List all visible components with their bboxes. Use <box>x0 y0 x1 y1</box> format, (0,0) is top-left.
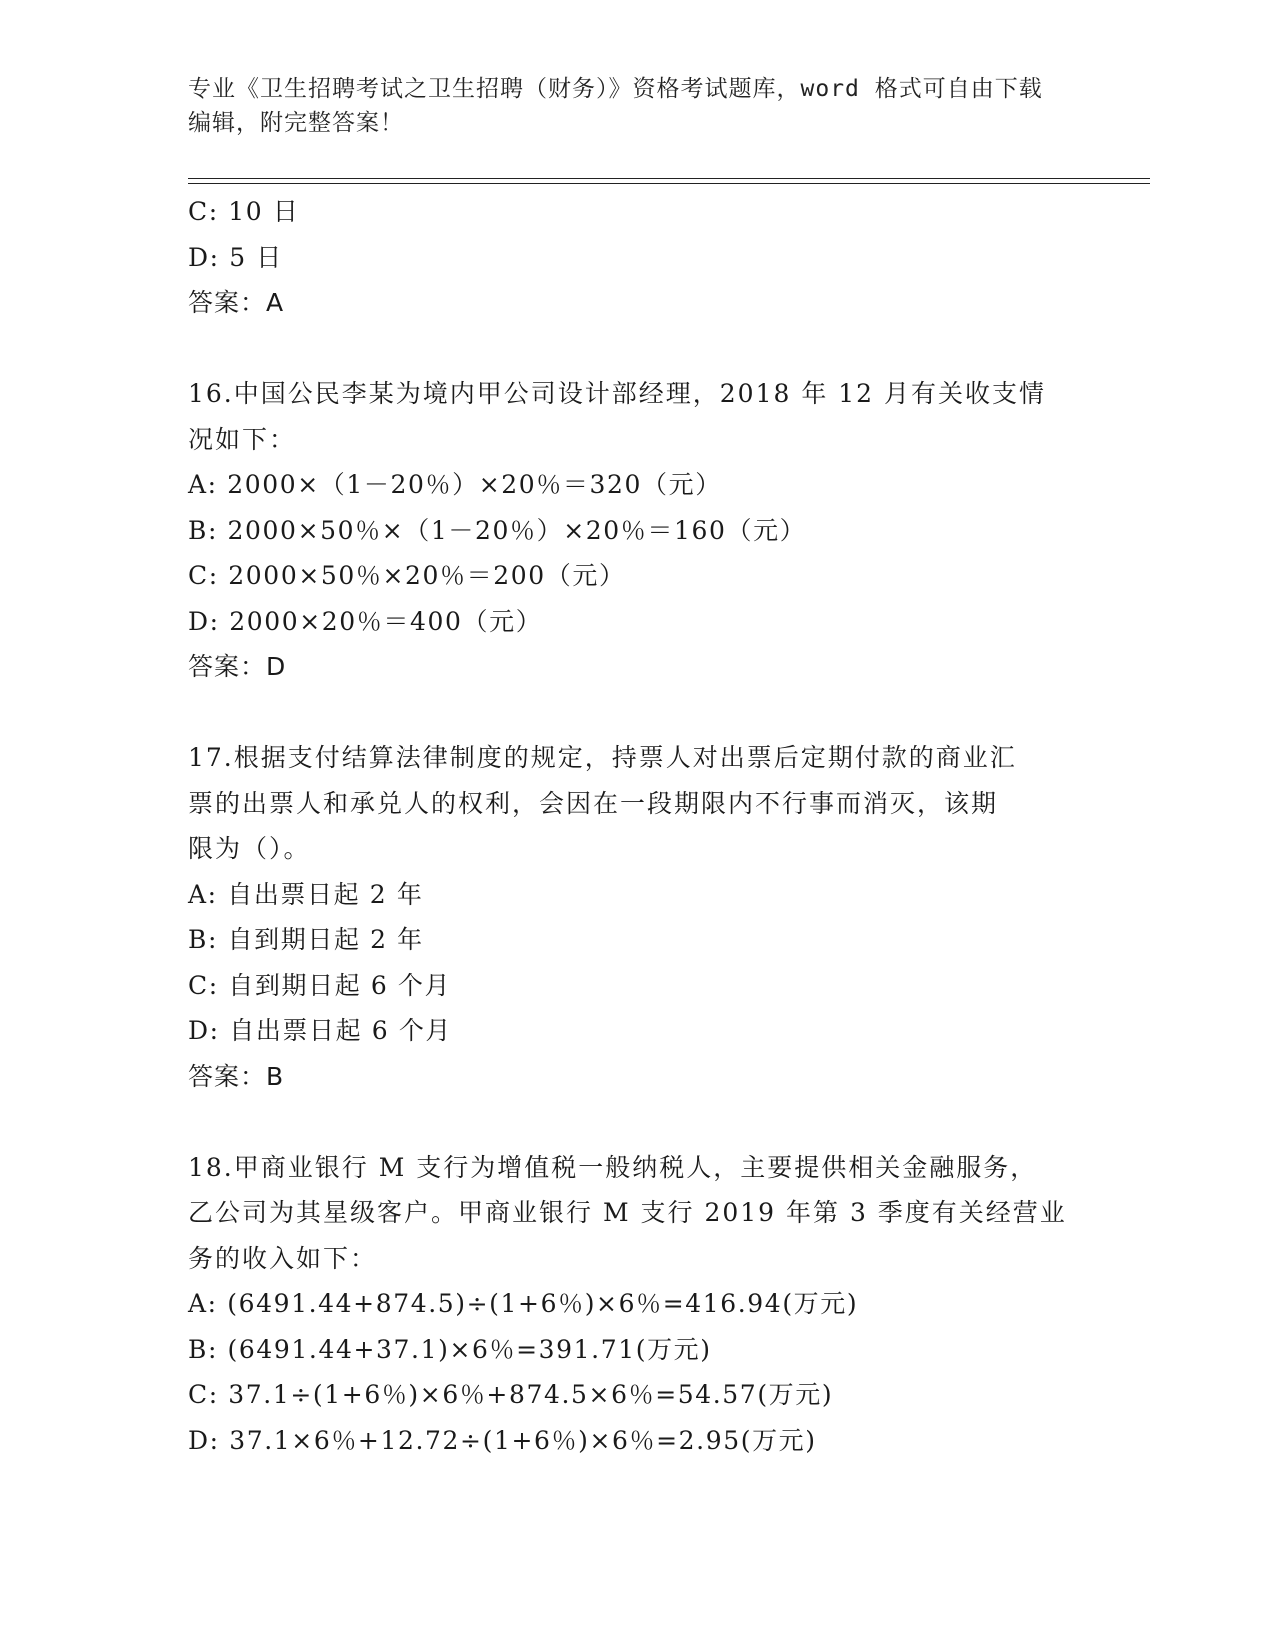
answer-line: 答案：B <box>188 1061 285 1091</box>
option-c: C: 37.1÷(1+6％)×6％+874.5×6％=54.57(万元) <box>188 1380 834 1409</box>
question-stem-line: 况如下： <box>188 424 297 454</box>
option-a: A: 2000×（1－20％）×20％＝320（元） <box>188 470 722 499</box>
option-d: D: 37.1×6％+12.72÷(1+6％)×6％=2.95(万元) <box>188 1425 817 1455</box>
spacer <box>188 690 1088 736</box>
option-b: B: 2000×50％×（1－20％）×20％＝160（元） <box>188 515 807 545</box>
question-stem-line: 票的出票人和承兑人的权利，会因在一段期限内不行事而消灭，该期 <box>188 788 999 818</box>
header-rule-bottom <box>188 183 1150 184</box>
question-stem-line: 限为（）。 <box>188 834 311 863</box>
header-line-1: 专业《卫生招聘考试之卫生招聘（财务）》资格考试题库，word 格式可自由下载 <box>188 76 1043 102</box>
option-c: C: 自到期日起 6 个月 <box>188 970 452 1000</box>
option-d: D: 自出票日起 6 个月 <box>188 1016 453 1045</box>
answer-line: 答案：A <box>188 288 285 317</box>
spacer <box>188 1099 1088 1145</box>
question-stem-line: 乙公司为其星级客户。甲商业银行 M 支行 2019 年第 3 季度有关经营业 <box>188 1198 1067 1227</box>
question-stem-line: 17.根据支付结算法律制度的规定，持票人对出票后定期付款的商业汇 <box>188 743 1017 772</box>
question-stem-line: 16.中国公民李某为境内甲公司设计部经理，2018 年 12 月有关收支情 <box>188 379 1047 408</box>
option-d: D: 2000×20％＝400（元） <box>188 606 543 636</box>
prev-question-block <box>188 189 1088 326</box>
option-b: B: (6491.44+37.1)×6％=391.71(万元) <box>188 1334 712 1364</box>
option-c: C: 2000×50％×20％＝200（元） <box>188 561 626 590</box>
header-line-2: 编辑，附完整答案！ <box>188 110 404 136</box>
question-18 <box>188 1145 1088 1464</box>
question-content <box>188 189 1088 1463</box>
question-stem-line: 务的收入如下： <box>188 1243 378 1273</box>
option-a: A: 自出票日起 2 年 <box>188 879 424 909</box>
option-c: C: 10 日 <box>188 197 300 226</box>
answer-line: 答案：D <box>188 652 287 681</box>
question-17 <box>188 735 1088 1099</box>
document-header <box>188 72 1068 140</box>
option-b: B: 自到期日起 2 年 <box>188 925 424 954</box>
spacer <box>188 326 1088 372</box>
question-16 <box>188 371 1088 690</box>
option-a: A: (6491.44+874.5)÷(1+6％)×6％=416.94(万元) <box>188 1289 859 1318</box>
header-rule-top <box>188 178 1150 179</box>
question-stem-line: 18.甲商业银行 M 支行为增值税一般纳税人，主要提供相关金融服务， <box>188 1152 1038 1182</box>
option-d: D: 5 日 <box>188 242 283 272</box>
